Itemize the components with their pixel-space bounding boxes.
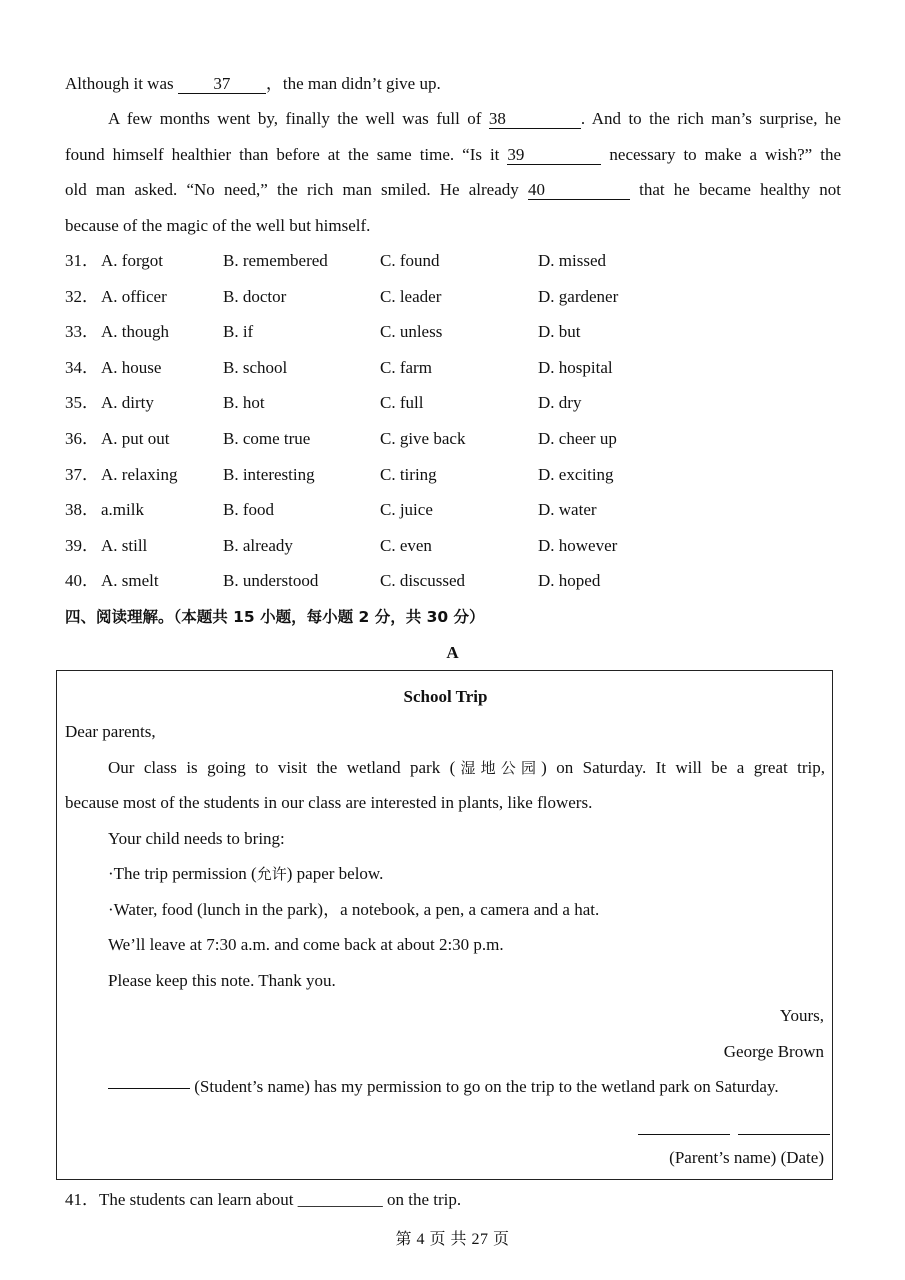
question-number: 40． bbox=[65, 571, 99, 590]
notice-signer: George Brown bbox=[723, 1042, 824, 1061]
option-b: B. food bbox=[223, 500, 274, 519]
page-footer: 第 4 页 共 27 页 bbox=[395, 1231, 510, 1248]
option-d: D. water bbox=[538, 500, 597, 519]
text: ·The trip permission ( bbox=[108, 864, 257, 883]
text: A few months went by, finally the well was full of bbox=[108, 109, 489, 128]
option-b: B. remembered bbox=[223, 251, 328, 270]
text: ) paper below. bbox=[286, 864, 384, 883]
question-number: 38． bbox=[65, 500, 99, 519]
option-c: C. tiring bbox=[380, 465, 437, 484]
option-a: A. though bbox=[101, 322, 169, 341]
option-d: D. but bbox=[538, 322, 581, 341]
notice-title: School Trip bbox=[403, 687, 488, 706]
question-number: 37． bbox=[65, 465, 99, 484]
option-b: B. doctor bbox=[223, 287, 287, 306]
option-c: C. leader bbox=[380, 287, 442, 306]
notice-leave-time: We’ll leave at 7:30 a.m. and come back at about 2:30 p.m. bbox=[108, 935, 504, 954]
text: Although it was bbox=[65, 74, 178, 93]
option-row bbox=[65, 358, 765, 378]
option-row bbox=[65, 322, 765, 342]
passage-line-3 bbox=[65, 145, 841, 165]
notice-item-1 bbox=[108, 864, 383, 884]
signature-labels: (Parent’s name) (Date) bbox=[669, 1148, 824, 1167]
text: . And to the rich man’s surprise, he bbox=[580, 109, 841, 128]
option-c: C. even bbox=[380, 536, 432, 555]
option-d: D. hoped bbox=[538, 571, 601, 590]
option-a: A. officer bbox=[101, 287, 167, 306]
notice-paragraph-line-1 bbox=[108, 758, 825, 778]
option-d: D. cheer up bbox=[538, 429, 617, 448]
student-name-blank[interactable] bbox=[108, 1087, 190, 1089]
notice-yours: Yours, bbox=[779, 1006, 824, 1025]
passage-line-2 bbox=[108, 109, 841, 129]
text: old man asked. “No need,” the rich man smiled. He already bbox=[65, 180, 528, 199]
option-b: B. understood bbox=[223, 571, 319, 590]
question-number: 33． bbox=[65, 322, 99, 341]
text: ，the man didn’t give up. bbox=[265, 74, 441, 93]
option-b: B. already bbox=[223, 536, 293, 555]
option-b: B. hot bbox=[223, 393, 265, 412]
option-d: D. hospital bbox=[538, 358, 613, 377]
text: necessary to make a wish?” the bbox=[601, 145, 841, 164]
blank-37: 37 bbox=[178, 75, 266, 94]
notice-bring: Your child needs to bring: bbox=[108, 829, 285, 848]
passage-line-1 bbox=[65, 74, 841, 94]
option-row bbox=[65, 251, 765, 271]
parent-name-blank[interactable] bbox=[638, 1133, 730, 1135]
option-a: A. smelt bbox=[101, 571, 159, 590]
option-d: D. exciting bbox=[538, 465, 614, 484]
question-number: 36． bbox=[65, 429, 99, 448]
option-a: a.milk bbox=[101, 500, 144, 519]
section-title: 四、阅读理解。（本题共 15 小题，每小题 2 分，共 30 分） bbox=[65, 608, 485, 626]
text-cjk: 允许 bbox=[256, 865, 287, 883]
option-b: B. if bbox=[223, 322, 254, 341]
option-c: C. farm bbox=[380, 358, 432, 377]
option-b: B. school bbox=[223, 358, 288, 377]
option-d: D. dry bbox=[538, 393, 582, 412]
question-41: 41．The students can learn about __________ on the trip. bbox=[65, 1190, 462, 1209]
text: found himself healthier than before at the same time. “Is it bbox=[65, 145, 508, 164]
question-number: 31． bbox=[65, 251, 99, 270]
option-row bbox=[65, 393, 765, 413]
option-row bbox=[65, 500, 765, 520]
option-row bbox=[65, 465, 765, 485]
date-blank[interactable] bbox=[738, 1133, 830, 1135]
signature-blanks bbox=[638, 1123, 830, 1143]
option-d: D. however bbox=[538, 536, 618, 555]
question-number: 34． bbox=[65, 358, 99, 377]
option-a: A. relaxing bbox=[101, 465, 178, 484]
blank-39: 39 bbox=[507, 146, 601, 165]
notice-keep: Please keep this note. Thank you. bbox=[108, 971, 336, 990]
option-d: D. gardener bbox=[538, 287, 619, 306]
permission-line bbox=[108, 1077, 779, 1097]
text: ) on Saturday. It will be a great trip, bbox=[541, 758, 825, 777]
option-a: A. forgot bbox=[101, 251, 164, 270]
option-a: A. dirty bbox=[101, 393, 154, 412]
text: Our class is going to visit the wetland park ( bbox=[108, 758, 456, 777]
option-c: C. found bbox=[380, 251, 440, 270]
notice-box bbox=[56, 670, 833, 1180]
notice-item-2: ·Water, food (lunch in the park)，a notebook, a pen, a camera and a hat. bbox=[108, 900, 600, 919]
text: that he became healthy not bbox=[629, 180, 841, 199]
option-c: C. give back bbox=[380, 429, 466, 448]
part-label: A bbox=[446, 643, 459, 662]
option-c: C. full bbox=[380, 393, 424, 412]
notice-paragraph-line-2: because most of the students in our class are interested in plants, like flowers. bbox=[65, 793, 593, 812]
option-b: B. interesting bbox=[223, 465, 315, 484]
blank-40: 40 bbox=[528, 181, 630, 200]
option-c: C. discussed bbox=[380, 571, 465, 590]
question-number: 32． bbox=[65, 287, 99, 306]
option-c: C. juice bbox=[380, 500, 433, 519]
passage-line-5: because of the magic of the well but himself. bbox=[65, 216, 371, 235]
option-row bbox=[65, 571, 765, 591]
option-row bbox=[65, 287, 765, 307]
option-b: B. come true bbox=[223, 429, 311, 448]
option-d: D. missed bbox=[538, 251, 606, 270]
question-number: 39． bbox=[65, 536, 99, 555]
option-a: A. still bbox=[101, 536, 148, 555]
blank-38: 38 bbox=[489, 110, 581, 129]
question-number: 35． bbox=[65, 393, 99, 412]
option-a: A. house bbox=[101, 358, 162, 377]
option-c: C. unless bbox=[380, 322, 443, 341]
passage-line-4 bbox=[65, 180, 841, 200]
option-a: A. put out bbox=[101, 429, 170, 448]
option-row bbox=[65, 536, 765, 556]
notice-greeting: Dear parents, bbox=[65, 722, 156, 741]
option-row bbox=[65, 429, 765, 449]
text-cjk: 湿地公园 bbox=[455, 759, 542, 777]
text: (Student’s name) has my permission to go on the trip to the wetland park on Saturday. bbox=[190, 1077, 779, 1096]
